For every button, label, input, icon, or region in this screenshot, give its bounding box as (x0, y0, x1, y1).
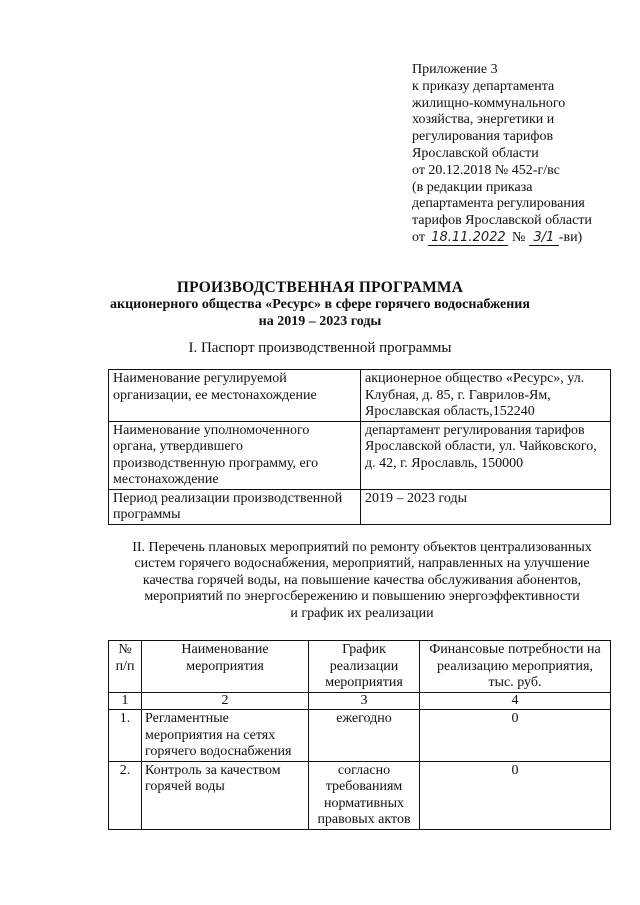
header-number: № п/п (109, 641, 142, 693)
number-sign: № (511, 229, 526, 245)
row-name: Регламентные мероприятия на сетях горячего водоснабжения (142, 710, 309, 762)
appendix-line: (в редакции приказа (412, 179, 533, 195)
row-number: 2. (109, 761, 142, 829)
appendix-block (412, 62, 637, 247)
appendix-line: регулирования тарифов (412, 129, 554, 145)
row-cost: 0 (420, 761, 611, 829)
events-table (108, 640, 611, 830)
passport-value: департамент регулирования тарифов Ярославской области, ул. Чайковского, д. 42, г. Ярославль, 150000 (361, 421, 611, 489)
section-2-heading-line: мероприятий по энергосбережению и повышению энергоэффективности (144, 589, 580, 605)
appendix-prefix: от (412, 229, 425, 245)
row-schedule: ежегодно (309, 710, 420, 762)
handwritten-date: 18.11.2022 (428, 231, 508, 246)
appendix-last-line (412, 230, 637, 247)
appendix-line: тарифов Ярославской области (412, 213, 592, 229)
row-number: 1. (109, 710, 142, 762)
section-1-heading: I. Паспорт производственной программы (188, 340, 452, 356)
title-line-1: ПРОИЗВОДСТВЕННАЯ ПРОГРАММА (176, 279, 464, 296)
passport-value: 2019 – 2023 годы (361, 489, 611, 524)
row-name: Контроль за качеством горячей воды (142, 761, 309, 829)
section-2-heading-line: II. Перечень плановых мероприятий по ремонту объектов централизованных (132, 540, 592, 555)
appendix-suffix: -ви) (558, 229, 583, 245)
row-schedule: согласно требованиям нормативных правовых актов (309, 761, 420, 829)
table-row (109, 489, 611, 524)
column-number: 1 (109, 692, 142, 710)
appendix-line: от 20.12.2018 № 452-г/вс (412, 162, 560, 178)
appendix-line: хозяйства, энергетики и (412, 112, 555, 128)
appendix-line: к приказу департамента (412, 78, 555, 94)
appendix-line: департамента регулирования (412, 196, 585, 212)
section-2-heading-line: систем горячего водоснабжения, мероприятий, направленных на улучшение (134, 556, 590, 572)
title-line-2: акционерного общества «Ресурс» в сфере горячего водоснабжения (110, 297, 530, 312)
table-row (109, 370, 611, 422)
column-number: 3 (309, 692, 420, 710)
appendix-line: Приложение 3 (412, 62, 498, 77)
appendix-line: жилищно-коммунального (412, 95, 566, 111)
appendix-line: Ярославской области (412, 145, 539, 161)
table-row (109, 710, 611, 762)
passport-label: Наименование уполномоченного органа, утвердившего производственную программу, его местонахождение (109, 421, 361, 489)
passport-table (108, 369, 611, 525)
table-row (109, 761, 611, 829)
passport-label: Период реализации производственной программы (109, 489, 361, 524)
table-header-row (109, 641, 611, 693)
section-2-heading (108, 540, 616, 622)
passport-value: акционерное общество «Ресурс», ул. Клубная, д. 85, г. Гаврилов-Ям, Ярославская область,152240 (361, 370, 611, 422)
column-number: 4 (420, 692, 611, 710)
title-line-3: на 2019 – 2023 годы (258, 313, 382, 329)
column-number-row (109, 692, 611, 710)
table-row (109, 421, 611, 489)
section-2-heading-line: и график их реализации (290, 605, 434, 621)
section-2-heading-line: качества горячей воды, на повышение качества обслуживания абонентов, (142, 572, 582, 588)
header-schedule: График реализации мероприятия (309, 641, 420, 693)
column-number: 2 (142, 692, 309, 710)
document-title (0, 278, 640, 330)
header-name: Наименование мероприятия (142, 641, 309, 693)
row-cost: 0 (420, 710, 611, 762)
header-cost: Финансовые потребности на реализацию мероприятия, тыс. руб. (420, 641, 611, 693)
passport-label: Наименование регулируемой организации, ее местонахождение (109, 370, 361, 422)
handwritten-number: 3/1 (529, 231, 559, 246)
